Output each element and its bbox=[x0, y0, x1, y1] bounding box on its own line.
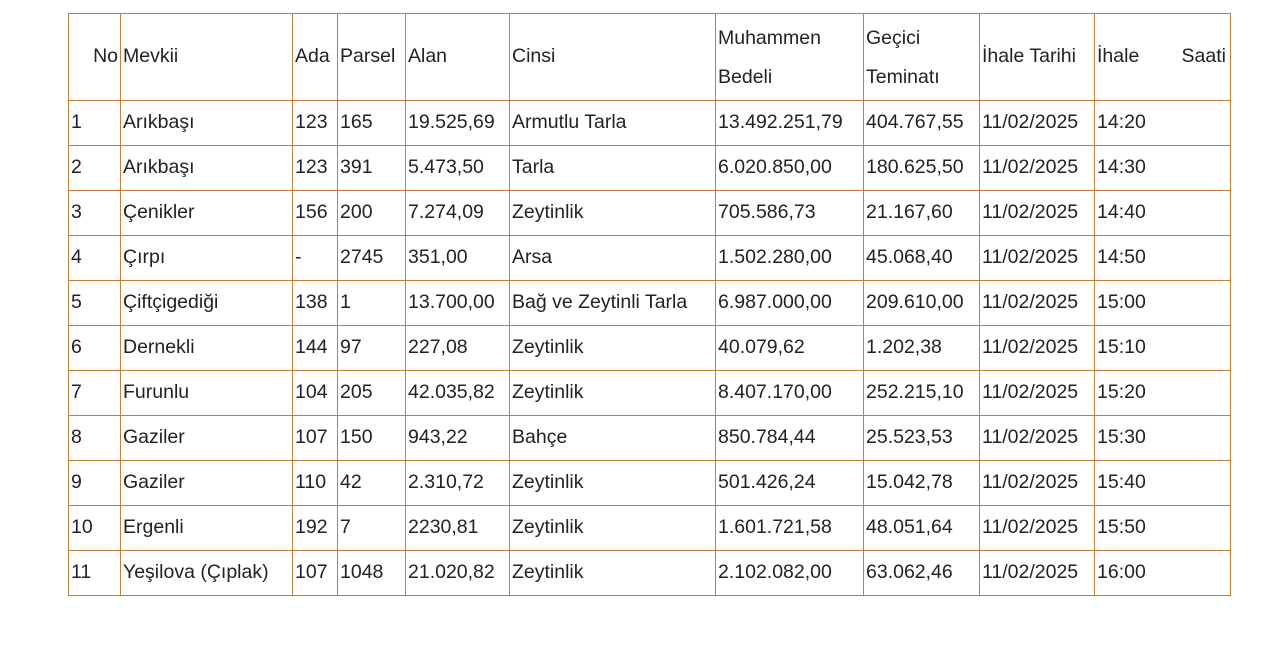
cell-ada: 107 bbox=[293, 416, 338, 461]
cell-parsel: 1 bbox=[338, 281, 406, 326]
cell-no: 7 bbox=[69, 371, 121, 416]
cell-ada: 192 bbox=[293, 506, 338, 551]
cell-parsel: 42 bbox=[338, 461, 406, 506]
cell-tarih: 11/02/2025 bbox=[980, 191, 1095, 236]
cell-no: 2 bbox=[69, 146, 121, 191]
cell-teminat: 252.215,10 bbox=[864, 371, 980, 416]
cell-no: 4 bbox=[69, 236, 121, 281]
cell-mevkii: Gaziler bbox=[121, 416, 293, 461]
header-ihale-tarihi: İhale Tarihi bbox=[980, 14, 1095, 101]
header-gecici-line1: Geçici bbox=[866, 27, 921, 49]
cell-cinsi: Zeytinlik bbox=[510, 191, 716, 236]
cell-muhammen: 6.987.000,00 bbox=[716, 281, 864, 326]
cell-parsel: 200 bbox=[338, 191, 406, 236]
cell-cinsi: Armutlu Tarla bbox=[510, 101, 716, 146]
table-row bbox=[69, 506, 1231, 551]
cell-no: 9 bbox=[69, 461, 121, 506]
cell-muhammen: 2.102.082,00 bbox=[716, 551, 864, 596]
table-row bbox=[69, 101, 1231, 146]
cell-muhammen: 501.426,24 bbox=[716, 461, 864, 506]
cell-saat: 15:20 bbox=[1095, 371, 1231, 416]
cell-tarih: 11/02/2025 bbox=[980, 551, 1095, 596]
cell-ada: - bbox=[293, 236, 338, 281]
cell-tarih: 11/02/2025 bbox=[980, 416, 1095, 461]
cell-parsel: 7 bbox=[338, 506, 406, 551]
cell-mevkii: Yeşilova (Çıplak) bbox=[121, 551, 293, 596]
cell-teminat: 209.610,00 bbox=[864, 281, 980, 326]
table-row bbox=[69, 416, 1231, 461]
cell-ada: 144 bbox=[293, 326, 338, 371]
cell-cinsi: Zeytinlik bbox=[510, 461, 716, 506]
cell-tarih: 11/02/2025 bbox=[980, 281, 1095, 326]
header-parsel: Parsel bbox=[338, 14, 406, 101]
cell-no: 11 bbox=[69, 551, 121, 596]
cell-teminat: 63.062,46 bbox=[864, 551, 980, 596]
header-gecici-teminati bbox=[864, 14, 980, 101]
cell-saat: 15:00 bbox=[1095, 281, 1231, 326]
cell-ada: 138 bbox=[293, 281, 338, 326]
cell-alan: 5.473,50 bbox=[406, 146, 510, 191]
cell-mevkii: Çenikler bbox=[121, 191, 293, 236]
cell-teminat: 180.625,50 bbox=[864, 146, 980, 191]
header-row bbox=[69, 14, 1231, 101]
cell-saat: 14:40 bbox=[1095, 191, 1231, 236]
cell-saat: 15:10 bbox=[1095, 326, 1231, 371]
cell-teminat: 15.042,78 bbox=[864, 461, 980, 506]
cell-cinsi: Bağ ve Zeytinli Tarla bbox=[510, 281, 716, 326]
header-ihale-saati-word1: İhale bbox=[1097, 45, 1140, 68]
cell-alan: 351,00 bbox=[406, 236, 510, 281]
cell-teminat: 404.767,55 bbox=[864, 101, 980, 146]
cell-muhammen: 13.492.251,79 bbox=[716, 101, 864, 146]
cell-no: 5 bbox=[69, 281, 121, 326]
cell-mevkii: Arıkbaşı bbox=[121, 101, 293, 146]
cell-ada: 104 bbox=[293, 371, 338, 416]
cell-parsel: 205 bbox=[338, 371, 406, 416]
cell-teminat: 45.068,40 bbox=[864, 236, 980, 281]
table-row bbox=[69, 236, 1231, 281]
header-mevkii: Mevkii bbox=[121, 14, 293, 101]
cell-alan: 19.525,69 bbox=[406, 101, 510, 146]
table-row bbox=[69, 461, 1231, 506]
cell-tarih: 11/02/2025 bbox=[980, 506, 1095, 551]
cell-cinsi: Zeytinlik bbox=[510, 551, 716, 596]
table-row bbox=[69, 326, 1231, 371]
cell-muhammen: 1.601.721,58 bbox=[716, 506, 864, 551]
cell-ada: 123 bbox=[293, 146, 338, 191]
cell-no: 6 bbox=[69, 326, 121, 371]
header-ada: Ada bbox=[293, 14, 338, 101]
auction-table bbox=[68, 13, 1231, 596]
cell-mevkii: Çırpı bbox=[121, 236, 293, 281]
header-muhammen-line1: Muhammen bbox=[718, 27, 821, 49]
cell-alan: 7.274,09 bbox=[406, 191, 510, 236]
cell-parsel: 391 bbox=[338, 146, 406, 191]
table-body bbox=[69, 101, 1231, 596]
header-muhammen-bedeli bbox=[716, 14, 864, 101]
table-row bbox=[69, 371, 1231, 416]
table-row bbox=[69, 146, 1231, 191]
cell-saat: 15:50 bbox=[1095, 506, 1231, 551]
cell-cinsi: Zeytinlik bbox=[510, 506, 716, 551]
cell-cinsi: Arsa bbox=[510, 236, 716, 281]
header-ihale-saati-word2: Saati bbox=[1181, 45, 1226, 68]
cell-saat: 16:00 bbox=[1095, 551, 1231, 596]
cell-muhammen: 705.586,73 bbox=[716, 191, 864, 236]
cell-alan: 2230,81 bbox=[406, 506, 510, 551]
cell-saat: 14:30 bbox=[1095, 146, 1231, 191]
table-row bbox=[69, 281, 1231, 326]
cell-muhammen: 6.020.850,00 bbox=[716, 146, 864, 191]
cell-alan: 2.310,72 bbox=[406, 461, 510, 506]
cell-tarih: 11/02/2025 bbox=[980, 146, 1095, 191]
cell-muhammen: 1.502.280,00 bbox=[716, 236, 864, 281]
cell-tarih: 11/02/2025 bbox=[980, 101, 1095, 146]
cell-parsel: 150 bbox=[338, 416, 406, 461]
header-ihale-saati bbox=[1095, 14, 1231, 101]
cell-alan: 943,22 bbox=[406, 416, 510, 461]
cell-no: 1 bbox=[69, 101, 121, 146]
header-alan: Alan bbox=[406, 14, 510, 101]
cell-muhammen: 850.784,44 bbox=[716, 416, 864, 461]
cell-alan: 42.035,82 bbox=[406, 371, 510, 416]
cell-saat: 14:50 bbox=[1095, 236, 1231, 281]
cell-mevkii: Gaziler bbox=[121, 461, 293, 506]
header-muhammen-line2: Bedeli bbox=[718, 66, 773, 88]
cell-mevkii: Ergenli bbox=[121, 506, 293, 551]
header-cinsi: Cinsi bbox=[510, 14, 716, 101]
cell-teminat: 1.202,38 bbox=[864, 326, 980, 371]
cell-saat: 15:40 bbox=[1095, 461, 1231, 506]
cell-tarih: 11/02/2025 bbox=[980, 326, 1095, 371]
header-no: No bbox=[69, 14, 121, 101]
cell-alan: 13.700,00 bbox=[406, 281, 510, 326]
cell-alan: 227,08 bbox=[406, 326, 510, 371]
cell-mevkii: Arıkbaşı bbox=[121, 146, 293, 191]
cell-no: 8 bbox=[69, 416, 121, 461]
cell-teminat: 48.051,64 bbox=[864, 506, 980, 551]
cell-tarih: 11/02/2025 bbox=[980, 371, 1095, 416]
cell-ada: 107 bbox=[293, 551, 338, 596]
cell-teminat: 21.167,60 bbox=[864, 191, 980, 236]
cell-tarih: 11/02/2025 bbox=[980, 461, 1095, 506]
cell-cinsi: Tarla bbox=[510, 146, 716, 191]
cell-muhammen: 8.407.170,00 bbox=[716, 371, 864, 416]
table-row bbox=[69, 191, 1231, 236]
cell-saat: 15:30 bbox=[1095, 416, 1231, 461]
cell-cinsi: Bahçe bbox=[510, 416, 716, 461]
cell-mevkii: Furunlu bbox=[121, 371, 293, 416]
cell-mevkii: Çiftçigediği bbox=[121, 281, 293, 326]
cell-muhammen: 40.079,62 bbox=[716, 326, 864, 371]
cell-no: 10 bbox=[69, 506, 121, 551]
cell-saat: 14:20 bbox=[1095, 101, 1231, 146]
cell-mevkii: Dernekli bbox=[121, 326, 293, 371]
header-gecici-line2: Teminatı bbox=[866, 66, 940, 88]
cell-parsel: 97 bbox=[338, 326, 406, 371]
cell-parsel: 1048 bbox=[338, 551, 406, 596]
cell-ada: 110 bbox=[293, 461, 338, 506]
cell-parsel: 2745 bbox=[338, 236, 406, 281]
cell-cinsi: Zeytinlik bbox=[510, 326, 716, 371]
cell-parsel: 165 bbox=[338, 101, 406, 146]
cell-alan: 21.020,82 bbox=[406, 551, 510, 596]
cell-ada: 156 bbox=[293, 191, 338, 236]
cell-teminat: 25.523,53 bbox=[864, 416, 980, 461]
cell-ada: 123 bbox=[293, 101, 338, 146]
table-row bbox=[69, 551, 1231, 596]
cell-no: 3 bbox=[69, 191, 121, 236]
cell-cinsi: Zeytinlik bbox=[510, 371, 716, 416]
cell-tarih: 11/02/2025 bbox=[980, 236, 1095, 281]
